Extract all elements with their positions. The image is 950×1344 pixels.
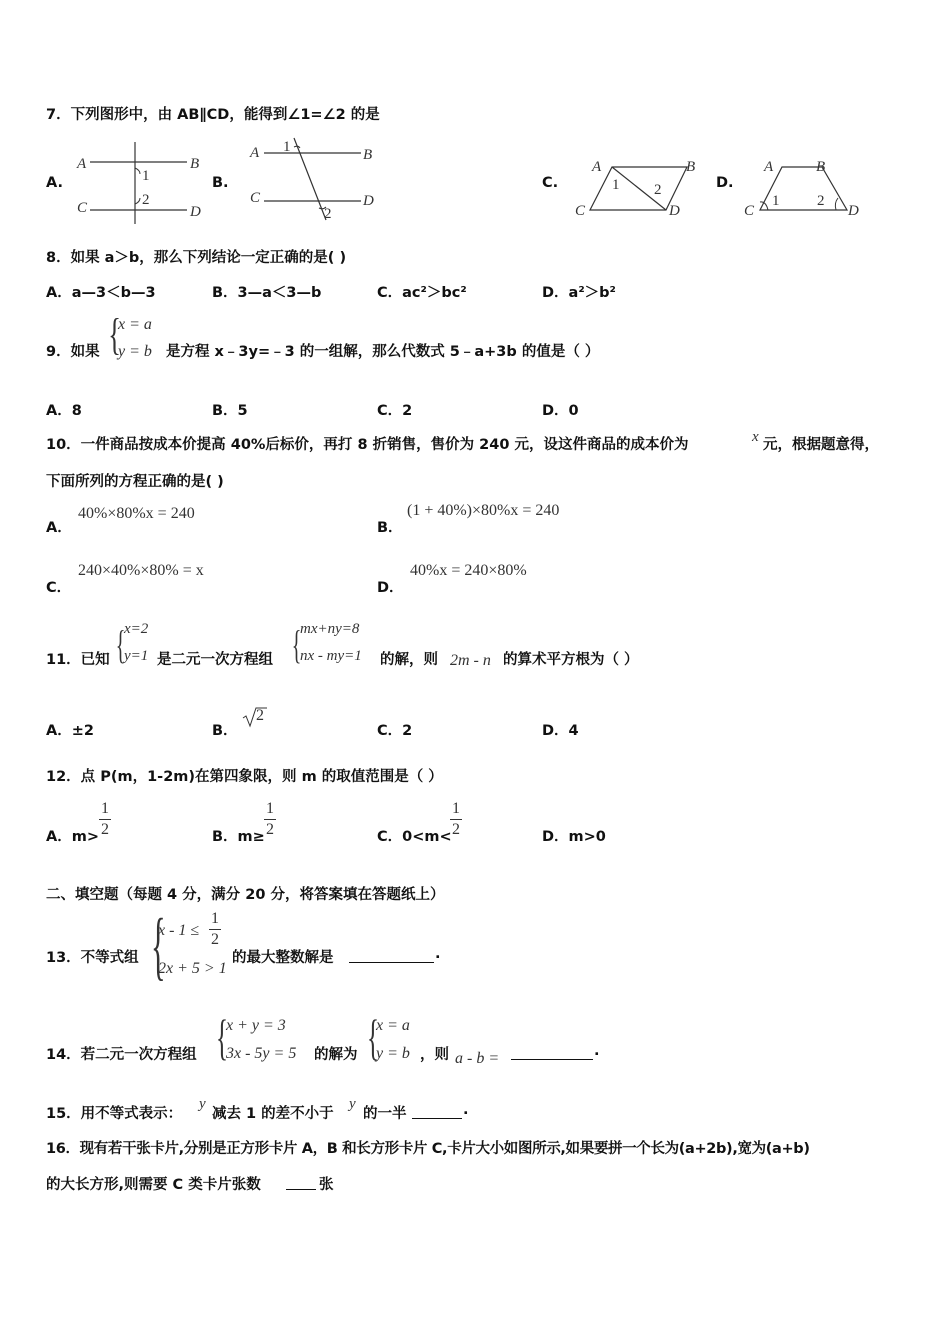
q12-stem: 12．点 P(m，1-2m)在第四象限，则 m 的取值范围是（ ）	[46, 769, 443, 785]
svg-text:D: D	[363, 193, 374, 209]
q13-prefix: 13．不等式组	[46, 950, 139, 966]
svg-text:D: D	[669, 203, 680, 219]
q14-sol-line1: x = a	[376, 1017, 410, 1034]
svg-text:2: 2	[142, 192, 150, 208]
label-d: D	[190, 204, 201, 220]
q13-answer-blank[interactable]	[349, 946, 434, 963]
q7-option-c: C.	[542, 175, 559, 191]
q13-tail: 的最大整数解是	[232, 950, 334, 966]
svg-text:1: 1	[612, 177, 620, 193]
q15-text-b: 减去 1 的差不小于	[212, 1106, 334, 1122]
svg-text:D: D	[848, 203, 859, 219]
q10-eq-a: 40%×80%x = 240	[78, 505, 195, 522]
q12-frac-c: 1 2	[452, 800, 460, 838]
q14-eq-line1: x + y = 3	[226, 1017, 286, 1034]
q13-ineq-line2: 2x + 5 > 1	[158, 960, 227, 977]
svg-text:1: 1	[772, 193, 780, 209]
q14-mid: 的解为	[314, 1047, 358, 1063]
q7-option-b: B.	[212, 175, 229, 191]
q11-option-d: D．4	[542, 723, 579, 739]
q14-prefix: 14．若二元一次方程组	[46, 1047, 197, 1063]
q9-sys-line2: y = b	[118, 343, 152, 360]
q11-mid: 是二元一次方程组	[157, 652, 273, 668]
q12-frac-b: 1 2	[266, 800, 274, 838]
q11-tail: 的算术平方根为（ ）	[503, 652, 639, 668]
q10-option-c: C．	[46, 580, 72, 596]
q10-eq-d: 40%x = 240×80%	[410, 562, 527, 579]
q8-option-b: B．3—a＜3—b	[212, 285, 322, 301]
svg-text:A: A	[250, 145, 260, 161]
q7-figure-d	[742, 155, 872, 220]
q10-stem-line1b: 元，根据题意得，	[763, 437, 879, 453]
svg-text:2: 2	[817, 193, 825, 209]
q14-end: .	[594, 1043, 600, 1059]
q15-var-2: y	[349, 1096, 356, 1112]
q13-ineq-line1: x - 1 ≤	[158, 922, 200, 939]
svg-text:C: C	[575, 203, 586, 219]
svg-text:B: B	[363, 147, 373, 163]
q14-mid2: ，则	[420, 1047, 449, 1063]
label-b: B	[190, 156, 200, 172]
q16-line2a: 的大长方形,则需要 C 类卡片张数	[46, 1177, 261, 1193]
q14-brace-2: {	[367, 1009, 379, 1065]
q11-sqrt-value: 2	[256, 707, 264, 724]
q10-eq-b: (1 + 40%)×80%x = 240	[407, 502, 560, 519]
q11-prefix: 11．已知	[46, 652, 110, 668]
svg-text:B: B	[686, 159, 696, 175]
q14-brace-1: {	[216, 1009, 228, 1065]
q10-stem-line2: 下面所列的方程正确的是( )	[46, 474, 224, 490]
q7-option-a: A.	[46, 175, 63, 191]
label-c: C	[77, 200, 88, 216]
q9-option-d: D．0	[542, 403, 579, 419]
svg-text:C: C	[744, 203, 755, 219]
q14-answer-blank[interactable]	[511, 1043, 593, 1060]
q14-eq-line2: 3x - 5y = 5	[226, 1045, 297, 1062]
svg-text:A: A	[592, 159, 602, 175]
q8-option-d: D．a²＞b²	[542, 285, 616, 301]
q11-option-a: A．±2	[46, 723, 94, 739]
q12-frac-a: 1 2	[101, 800, 109, 838]
q14-sol-line2: y = b	[376, 1045, 410, 1062]
q11-sqrt-symbol	[242, 706, 268, 728]
q16-line2b: 张	[319, 1177, 334, 1193]
section-fill-in-heading: 二、填空题（每题 4 分，满分 20 分，将答案填在答题纸上）	[46, 887, 445, 903]
q11-brace-2: {	[291, 622, 302, 667]
q11-eq-line1: mx+ny=8	[300, 621, 360, 637]
q11-eq-line2: nx - my=1	[300, 648, 362, 664]
q10-eq-c: 240×40%×80% = x	[78, 562, 204, 579]
q10-stem-line1a: 10．一件商品按成本价提高 40%后标价，再打 8 折销售，售价为 240 元，设这件商品的成本价为	[46, 437, 689, 453]
q12-option-b: B．m≥	[212, 829, 265, 845]
q11-sol-line2: y=1	[124, 648, 149, 664]
label-a: A	[77, 156, 87, 172]
q13-frac: 1 2	[211, 910, 219, 948]
q8-stem: 8．如果 a＞b，那么下列结论一定正确的是( )	[46, 250, 347, 266]
q12-option-c: C．0<m<	[377, 829, 452, 845]
q11-option-c: C．2	[377, 723, 413, 739]
q9-stem: 是方程 x﹣3y=﹣3 的一组解，那么代数式 5﹣a+3b 的值是（ ）	[166, 344, 600, 360]
svg-text:2: 2	[654, 182, 662, 198]
q7-figure-a	[72, 140, 212, 225]
q11-option-b: B．	[212, 723, 238, 739]
q16-answer-blank[interactable]	[286, 1173, 316, 1190]
svg-text:1: 1	[283, 139, 291, 155]
q10-option-b: B．	[377, 520, 403, 536]
q15-answer-blank[interactable]	[412, 1102, 462, 1119]
q15-text-a: 15．用不等式表示：	[46, 1106, 183, 1122]
q13-end: .	[435, 946, 441, 962]
q9-sys-line1: x = a	[118, 316, 152, 333]
q12-option-d: D．m>0	[542, 829, 606, 845]
q10-var: x	[752, 429, 759, 445]
q11-expr: 2m - n	[450, 652, 491, 669]
q14-expr: a - b =	[455, 1050, 500, 1067]
svg-text:1: 1	[142, 168, 150, 184]
q11-mid2: 的解，则	[380, 652, 438, 668]
q10-option-a: A．	[46, 520, 72, 536]
q8-option-c: C．ac²＞bc²	[377, 285, 467, 301]
q15-text-c: 的一半	[363, 1106, 407, 1122]
q7-figure-c	[572, 155, 702, 220]
svg-text:A: A	[764, 159, 774, 175]
q10-option-d: D．	[377, 580, 404, 596]
q7-figure-b	[246, 138, 386, 223]
q13-brace: {	[150, 904, 166, 988]
svg-text:C: C	[250, 190, 261, 206]
q12-option-a: A．m>	[46, 829, 99, 845]
q9-option-c: C．2	[377, 403, 413, 419]
q8-option-a: A．a—3＜b—3	[46, 285, 156, 301]
q11-sol-line1: x=2	[124, 621, 149, 637]
q7-stem: 7．下列图形中，由 AB∥CD，能得到∠1=∠2 的是	[46, 107, 380, 123]
q15-var-1: y	[199, 1096, 206, 1112]
q15-end: .	[463, 1102, 469, 1118]
q9-brace: {	[108, 310, 121, 359]
q7-option-d: D.	[716, 175, 734, 191]
svg-text:2: 2	[324, 206, 332, 222]
q11-brace-1: {	[115, 622, 126, 667]
q16-line1: 16．现有若干张卡片,分别是正方形卡片 A，B 和长方形卡片 C,卡片大小如图所示,如果要拼一个长为(a+2b),宽为(a+b)	[46, 1141, 810, 1157]
q9-option-b: B．5	[212, 403, 248, 419]
q9-prefix: 9．如果	[46, 344, 100, 360]
q9-option-a: A．8	[46, 403, 82, 419]
svg-text:B: B	[816, 159, 826, 175]
